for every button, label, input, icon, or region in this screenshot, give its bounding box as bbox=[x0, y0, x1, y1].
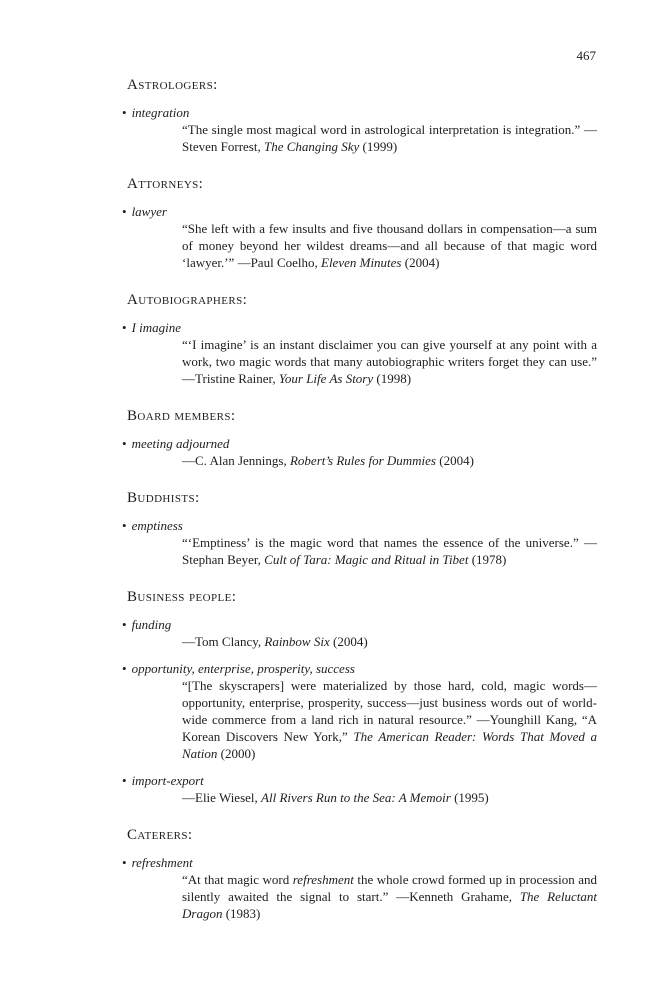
entry-quote: —Elie Wiesel, All Rivers Run to the Sea: A Memoir (1995) bbox=[182, 790, 489, 805]
section-heading: Board members: bbox=[127, 408, 236, 424]
bullet-icon: • bbox=[122, 105, 127, 120]
entry-quote: “The single most magical word in astrological interpretation is integration.” —Steven Forrest, The Changing Sky (1999) bbox=[182, 122, 597, 154]
term-line bbox=[122, 660, 597, 677]
term-line bbox=[122, 203, 597, 220]
entry-quote: “‘I imagine’ is an instant disclaimer you can give yourself at any point with a work, two magic words that many autobiographic writers forget they can use.” —Tristine Rainer, Your Life As Story (1998) bbox=[182, 337, 597, 386]
bullet-icon: • bbox=[122, 320, 127, 335]
section-heading: Business people: bbox=[127, 589, 237, 605]
entry-quote: “‘Emptiness’ is the magic word that names the essence of the universe.” —Stephan Beyer, Cult of Tara: Magic and Ritual in Tibet (1978) bbox=[182, 535, 597, 567]
bullet-icon: • bbox=[122, 518, 127, 533]
entry-term: integration bbox=[131, 105, 190, 120]
section-astrologers bbox=[122, 77, 597, 155]
entry-quote: “[The skyscrapers] were materialized by those hard, cold, magic words—opportunity, enterprise, prosperity, success—just business words out of world-wide commerce from a land rich in natural resource.” —Younghill Kang, “A Korean Discovers New York,” The American Reader: Words That Moved a Nation (2000) bbox=[182, 678, 597, 761]
section-heading: Caterers: bbox=[127, 827, 193, 843]
section-caterers bbox=[122, 827, 597, 922]
section-heading: Autobiographers: bbox=[127, 292, 248, 308]
section-board-members bbox=[122, 408, 597, 469]
entry bbox=[122, 854, 597, 922]
entry bbox=[122, 772, 597, 806]
entry-term: lawyer bbox=[131, 204, 167, 219]
bullet-icon: • bbox=[122, 661, 127, 676]
entry bbox=[122, 616, 597, 650]
entry-term: opportunity, enterprise, prosperity, success bbox=[131, 661, 355, 676]
page-number: 467 bbox=[576, 48, 596, 63]
entry bbox=[122, 319, 597, 387]
bullet-icon: • bbox=[122, 855, 127, 870]
section-buddhists bbox=[122, 490, 597, 568]
entry bbox=[122, 203, 597, 271]
bullet-icon: • bbox=[122, 617, 127, 632]
page-content bbox=[122, 77, 597, 943]
entry bbox=[122, 104, 597, 155]
entry bbox=[122, 517, 597, 568]
term-line bbox=[122, 616, 597, 633]
entry-term: meeting adjourned bbox=[131, 436, 230, 451]
section-heading: Attorneys: bbox=[127, 176, 204, 192]
bullet-icon: • bbox=[122, 436, 127, 451]
term-line bbox=[122, 435, 597, 452]
bullet-icon: • bbox=[122, 773, 127, 788]
section-heading: Astrologers: bbox=[127, 77, 218, 93]
entry-quote: “She left with a few insults and five thousand dollars in compensation—a sum of money beyond her wildest dreams—and all because of that magic word ‘lawyer.’” —Paul Coelho, Eleven Minutes (2004) bbox=[182, 221, 597, 270]
entry bbox=[122, 435, 597, 469]
term-line bbox=[122, 517, 597, 534]
term-line bbox=[122, 319, 597, 336]
entry-term: funding bbox=[131, 617, 172, 632]
section-business-people bbox=[122, 589, 597, 806]
entry-term: emptiness bbox=[131, 518, 183, 533]
entry-term: import-export bbox=[131, 773, 204, 788]
entry-quote: —C. Alan Jennings, Robert’s Rules for Dummies (2004) bbox=[182, 453, 474, 468]
entry-quote: —Tom Clancy, Rainbow Six (2004) bbox=[182, 634, 368, 649]
entry-quote: “At that magic word refreshment the whole crowd formed up in procession and silently awaited the signal to start.” —Kenneth Grahame, The Reluctant Dragon (1983) bbox=[182, 872, 597, 921]
term-line bbox=[122, 104, 597, 121]
entry bbox=[122, 660, 597, 762]
bullet-icon: • bbox=[122, 204, 127, 219]
entry-term: I imagine bbox=[131, 320, 182, 335]
entry-term: refreshment bbox=[131, 855, 193, 870]
term-line bbox=[122, 854, 597, 871]
section-autobiographers bbox=[122, 292, 597, 387]
term-line bbox=[122, 772, 597, 789]
section-attorneys bbox=[122, 176, 597, 271]
section-heading: Buddhists: bbox=[127, 490, 200, 506]
